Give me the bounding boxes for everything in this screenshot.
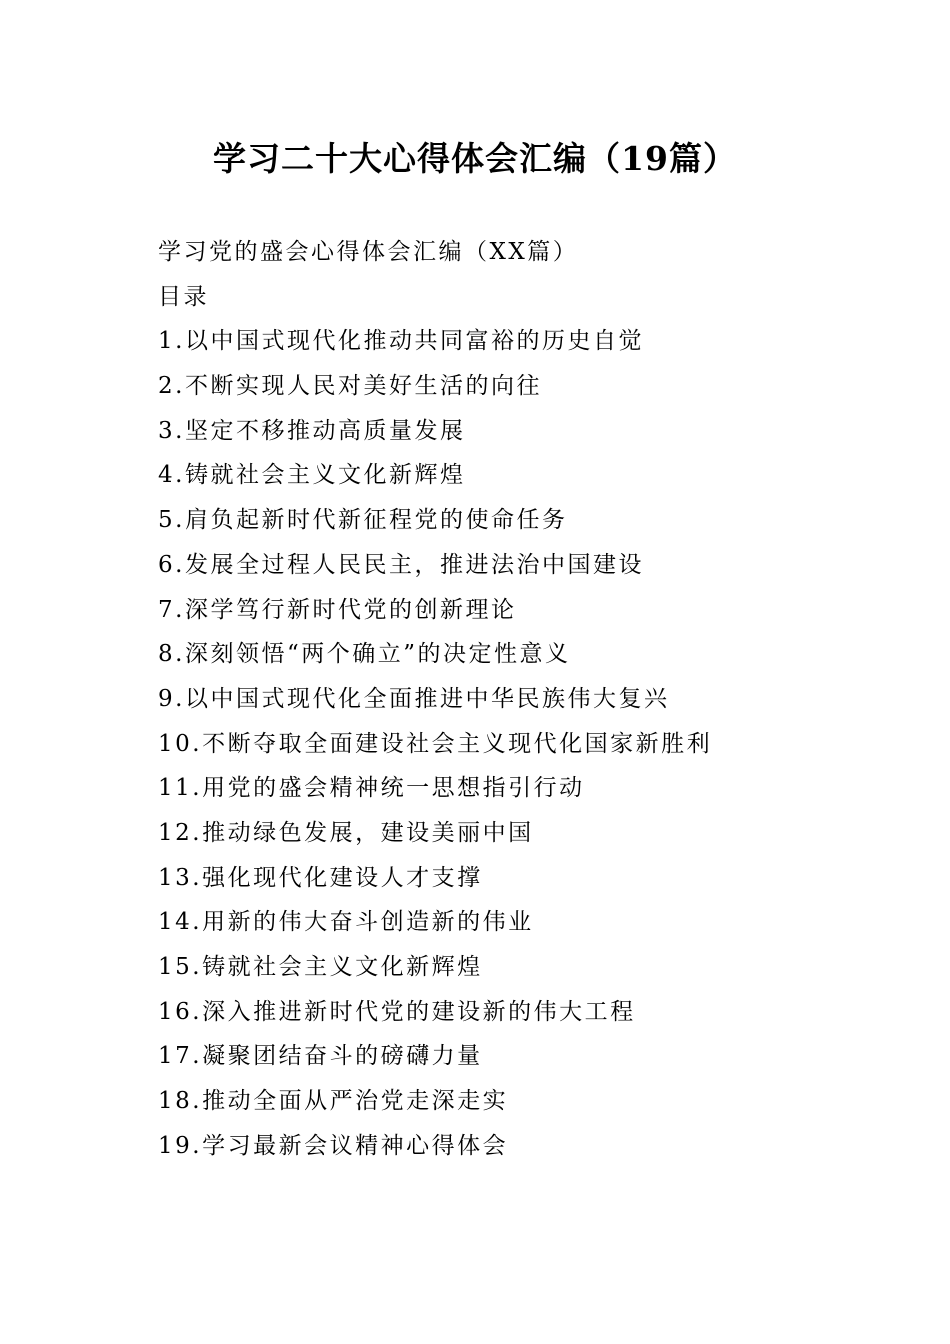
toc-item: 15.铸就社会主义文化新辉煌 (158, 954, 483, 980)
toc-heading: 目录 (158, 283, 209, 310)
toc-item: 2.不断实现人民对美好生活的向往 (158, 373, 542, 400)
toc-item: 16.深入推进新时代党的建设新的伟大工程 (158, 998, 636, 1025)
toc-item: 4.铸就社会主义文化新辉煌 (158, 462, 466, 489)
toc-item: 7.深学笃行新时代党的创新理论 (158, 596, 517, 623)
toc-item: 17.凝聚团结奋斗的磅礴力量 (158, 1043, 483, 1070)
toc-item: 19.学习最新会议精神心得体会 (158, 1132, 509, 1159)
toc-item: 9.以中国式现代化全面推进中华民族伟大复兴 (158, 685, 670, 712)
document-body (158, 230, 858, 1168)
toc-item: 12.推动绿色发展，建设美丽中国 (158, 819, 534, 846)
document-subtitle: 学习党的盛会心得体会汇编（XX篇） (158, 239, 579, 265)
toc-item: 14.用新的伟大奋斗创造新的伟业 (158, 909, 534, 936)
toc-item: 3.坚定不移推动高质量发展 (158, 417, 466, 444)
toc-item: 13.强化现代化建设人才支撑 (158, 864, 483, 891)
toc-item: 5.肩负起新时代新征程党的使命任务 (158, 507, 568, 534)
toc-item: 10.不断夺取全面建设社会主义现代化国家新胜利 (158, 730, 713, 757)
toc-list (158, 319, 858, 1168)
toc-item: 11.用党的盛会精神统一思想指引行动 (158, 775, 585, 802)
toc-item: 1.以中国式现代化推动共同富裕的历史自觉 (158, 328, 644, 355)
toc-item: 6.发展全过程人民民主，推进法治中国建设 (158, 551, 644, 578)
toc-item: 8.深刻领悟“两个确立”的决定性意义 (158, 641, 571, 668)
toc-item: 18.推动全面从严治党走深走实 (158, 1088, 509, 1115)
document-title: 学习二十大心得体会汇编（19篇） (213, 139, 737, 178)
